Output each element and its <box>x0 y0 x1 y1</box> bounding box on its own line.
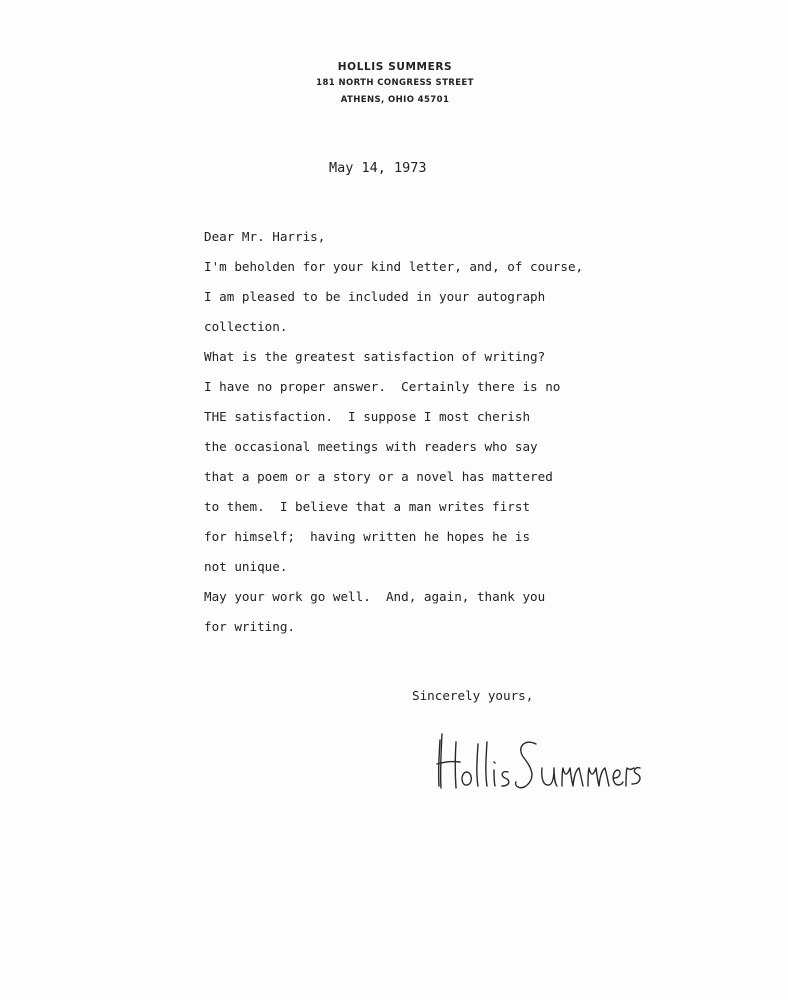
salutation: Dear Mr. Harris, <box>204 229 326 244</box>
body-line: May your work go well. And, again, thank you <box>204 589 546 604</box>
body-line: for writing. <box>204 619 295 634</box>
letterhead-city: ATHENS, OHIO 45701 <box>340 95 450 105</box>
body-line: I am pleased to be included in your autograph <box>204 289 546 304</box>
body-line: for himself; having written he hopes he is <box>204 529 531 544</box>
letter-date: May 14, 1973 <box>329 160 427 176</box>
closing: Sincerely yours, <box>412 688 534 703</box>
letter-body <box>204 222 583 642</box>
body-line: not unique. <box>204 559 288 574</box>
body-line: I'm beholden for your kind letter, and, of course, <box>204 259 584 274</box>
body-line: What is the greatest satisfaction of writing? <box>204 349 546 364</box>
letterhead <box>300 59 490 109</box>
body-line: collection. <box>204 319 288 334</box>
handwritten-signature <box>432 722 642 802</box>
body-line: THE satisfaction. I suppose I most cherish <box>204 409 531 424</box>
letterhead-street: 181 NORTH CONGRESS STREET <box>316 78 474 88</box>
letterhead-name: HOLLIS SUMMERS <box>337 61 453 73</box>
body-line: I have no proper answer. Certainly there is no <box>204 379 561 394</box>
body-line: the occasional meetings with readers who say <box>204 439 538 454</box>
body-line: that a poem or a story or a novel has mattered <box>204 469 553 484</box>
body-line: to them. I believe that a man writes first <box>204 499 531 514</box>
